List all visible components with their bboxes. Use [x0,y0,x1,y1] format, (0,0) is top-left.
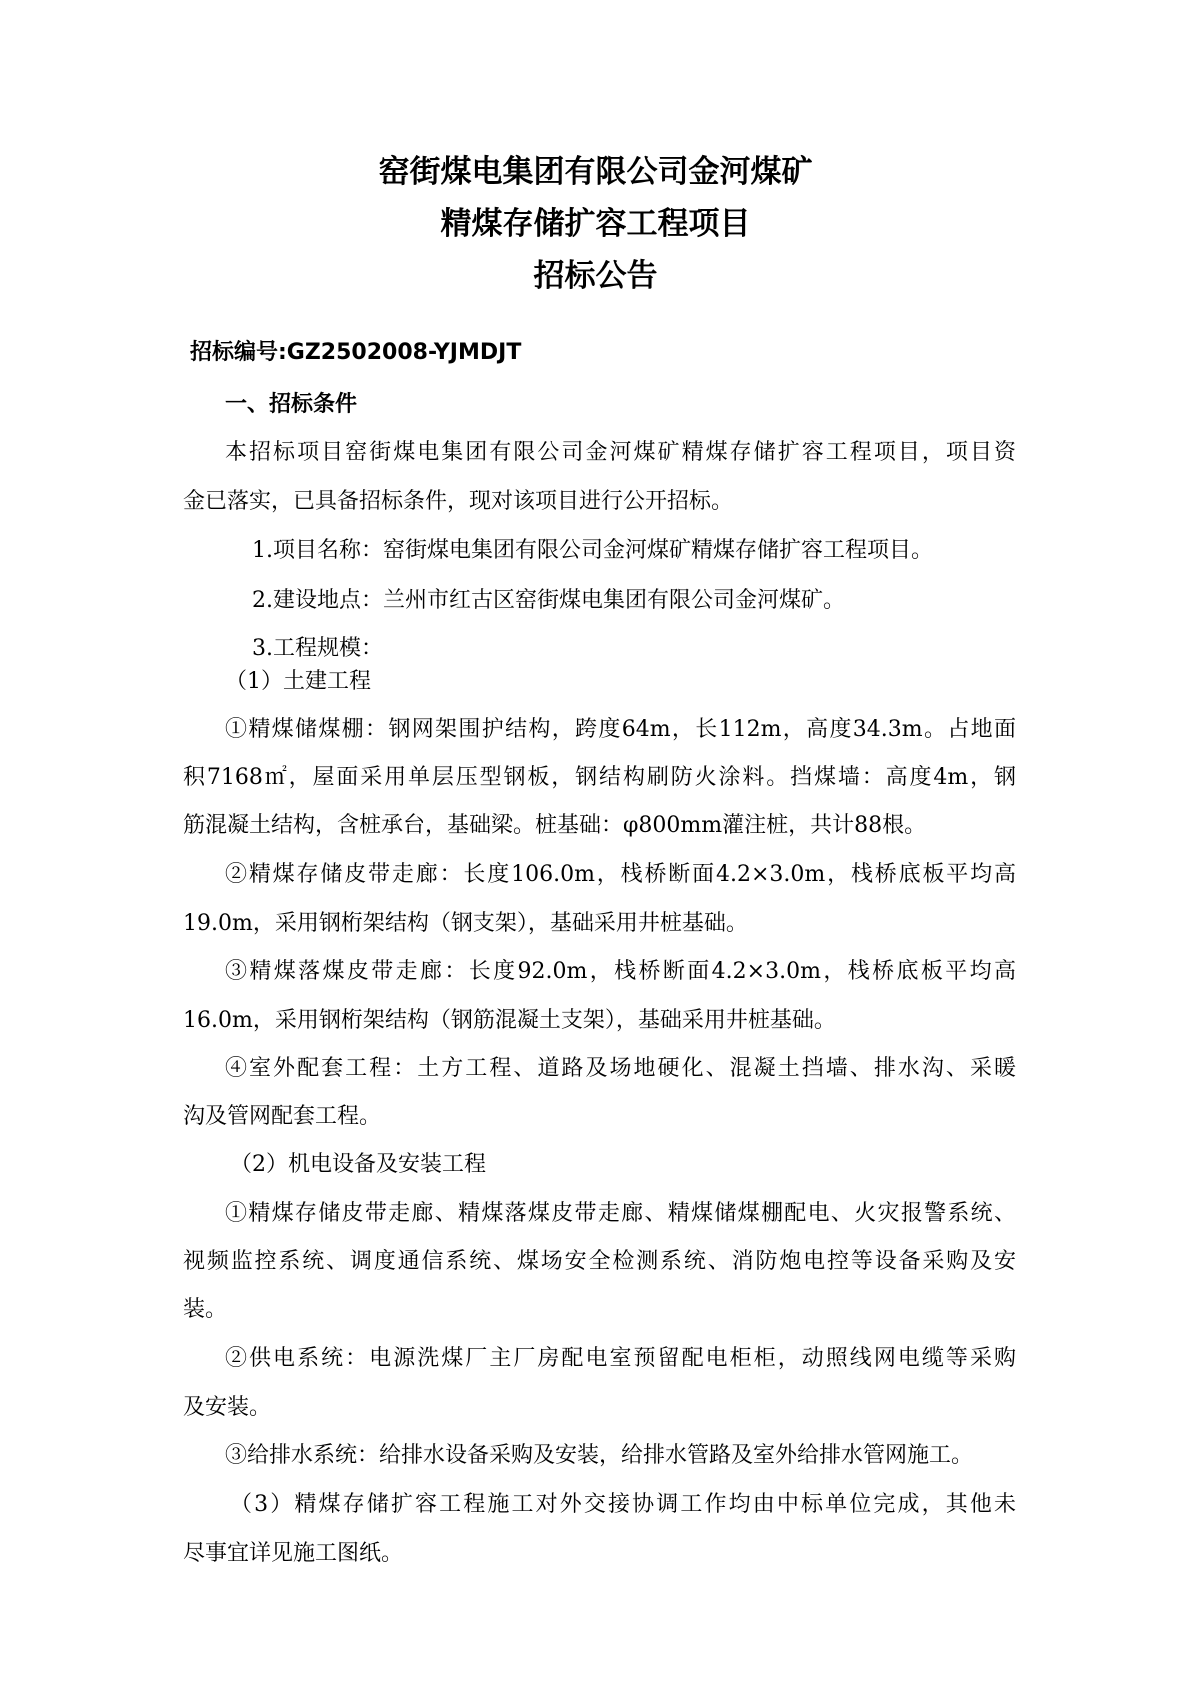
civil-p3-line-1: ③精煤落煤皮带走廊：长度92.0m，栈桥断面4.2×3.0m，栈桥底板平均高 [225,959,1016,984]
other-line-1: （3）精煤存储扩容工程施工对外交接协调工作均由中标单位完成，其他未 [230,1492,1016,1517]
item-project-scale: 3.工程规模： [252,636,383,661]
mep-heading: （2）机电设备及安装工程 [230,1152,486,1177]
item-construction-site: 2.建设地点：兰州市红古区窑街煤电集团有限公司金河煤矿。 [252,588,845,613]
mep-p2-line-1: ②供电系统：电源洗煤厂主厂房配电室预留配电柜柜，动照线网电缆等采购 [225,1346,1016,1371]
mep-p3-line-1: ③给排水系统：给排水设备采购及安装，给排水管路及室外给排水管网施工。 [225,1443,974,1468]
item-project-name: 1.项目名称：窑街煤电集团有限公司金河煤矿精煤存储扩容工程项目。 [252,538,933,563]
mep-p1-line-3: 装。 [183,1297,228,1322]
mep-p1-line-1: ①精煤存储皮带走廊、精煤落煤皮带走廊、精煤储煤棚配电、火灾报警系统、 [225,1201,1016,1226]
civil-p4-line-1: ④室外配套工程：土方工程、道路及场地硬化、混凝土挡墙、排水沟、采暖 [225,1056,1016,1081]
civil-p1-line-2: 积7168㎡，屋面采用单层压型钢板，钢结构刷防火涂料。挡煤墙：高度4m，钢 [183,765,1016,790]
intro-line-2: 金已落实，已具备招标条件，现对该项目进行公开招标。 [183,489,734,514]
title-line-2: 精煤存储扩容工程项目 [440,206,751,242]
intro-line-1: 本招标项目窑街煤电集团有限公司金河煤矿精煤存储扩容工程项目，项目资 [225,440,1016,465]
civil-p2-line-2: 19.0m，采用钢桁架结构（钢支架），基础采用井桩基础。 [183,911,748,936]
civil-heading: （1）土建工程 [225,669,371,694]
mep-p2-line-2: 及安装。 [183,1395,272,1420]
civil-p1-line-3: 筋混凝土结构，含桩承台，基础梁。桩基础：φ800mm灌注桩，共计88根。 [183,813,927,838]
civil-p1-line-1: ①精煤储煤棚：钢网架围护结构，跨度64m，长112m，高度34.3m。占地面 [225,717,1016,742]
civil-p4-line-2: 沟及管网配套工程。 [183,1104,382,1129]
bid-number: 招标编号:GZ2502008-YJMDJT [190,340,522,365]
civil-p3-line-2: 16.0m，采用钢桁架结构（钢筋混凝土支架），基础采用井桩基础。 [183,1008,836,1033]
title-line-3: 招标公告 [533,258,658,294]
mep-p1-line-2: 视频监控系统、调度通信系统、煤场安全检测系统、消防炮电控等设备采购及安 [183,1249,1016,1274]
civil-p2-line-1: ②精煤存储皮带走廊：长度106.0m，栈桥断面4.2×3.0m，栈桥底板平均高 [225,862,1016,887]
other-line-2: 尽事宜详见施工图纸。 [183,1541,404,1566]
title-line-1: 窑街煤电集团有限公司金河煤矿 [378,154,813,190]
section-heading-bidding-conditions: 一、招标条件 [225,392,358,417]
document-title [0,146,1191,302]
